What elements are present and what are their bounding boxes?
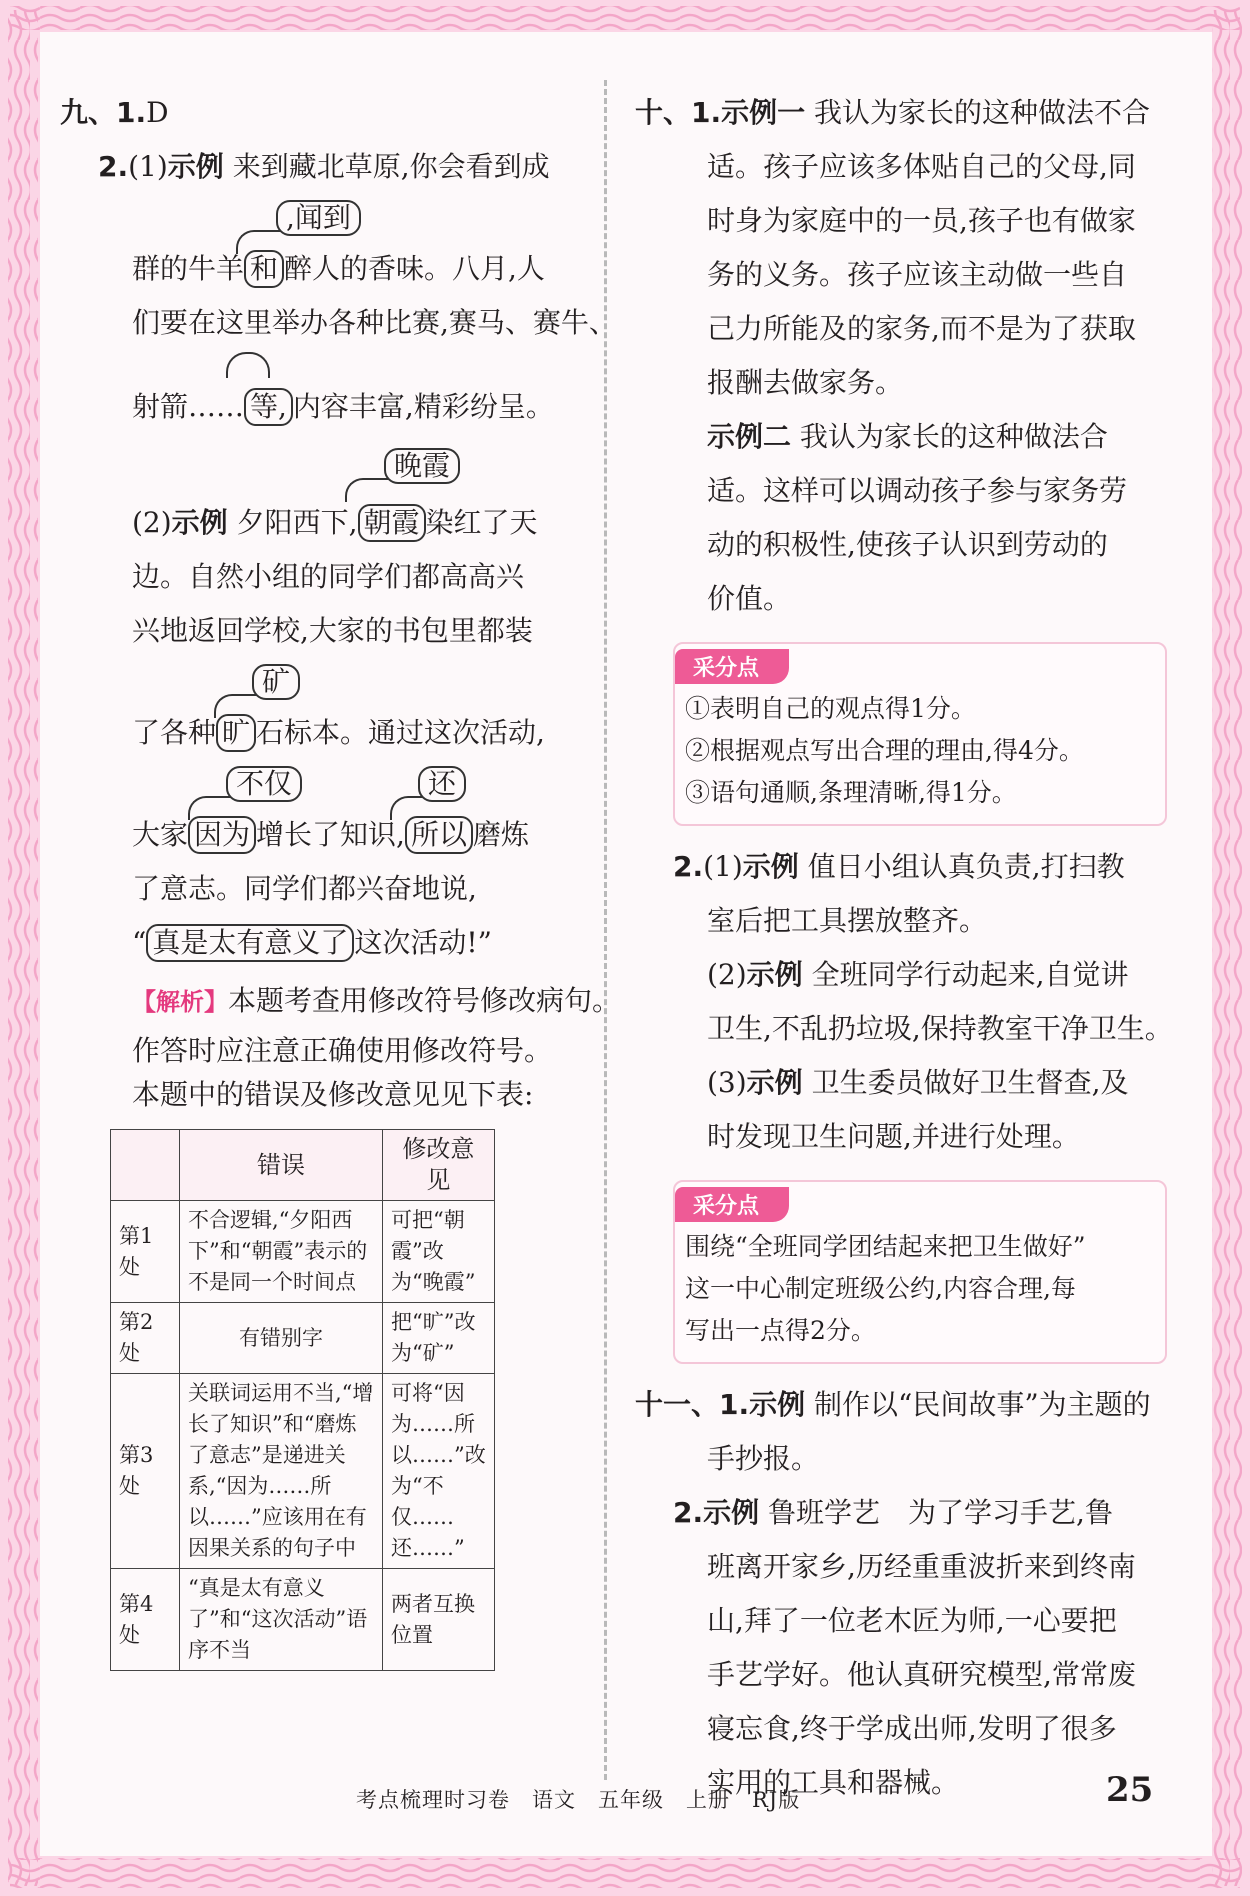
q10-2-line1 [635,840,1145,894]
example-label: 示例 [742,850,799,883]
text-line: 山,拜了一位老木匠为师,一心要把 [707,1604,1117,1637]
text-fragment: 了各种 [132,716,217,749]
text-fragment: 醉人的香味。八月,人 [284,252,545,285]
text-fragment: 我认为家长的这种做法不合 [814,96,1151,129]
question-number: 九、1. [60,96,147,129]
question-number: 十一、1. [635,1388,750,1421]
example-label: 示例 [171,506,228,539]
page-number: 25 [1106,1770,1154,1810]
text-fragment: 本题考查用修改符号修改病句。 [228,984,621,1017]
text-fragment: 群的牛羊 [132,252,245,285]
text-fragment: 鲁班学艺 为了学习手艺,鲁 [768,1496,1113,1529]
sub-marker: (3) [707,1066,747,1099]
text-fragment: 制作以“民间故事”为主题的 [814,1388,1151,1421]
table-row [111,1374,495,1569]
sub-marker: (1) [703,850,743,883]
text-line: 作答时应注意正确使用修改符号。 [132,1034,553,1067]
text-line [635,1702,1145,1756]
analysis-tag: 【解析】 [132,988,228,1016]
text-line: 们要在这里举办各种比赛,赛马、赛牛、 [132,306,617,339]
q9-2-p2-line3 [60,604,580,658]
text-line: 实用的工具和器械。 [707,1766,960,1799]
text-line: 价值。 [707,582,792,615]
q9-2-line1 [60,140,580,194]
question-number: 2. [673,1496,704,1529]
q9-2-p2-line6 [60,862,580,916]
q9-2-p2-line4 [60,658,580,760]
correction-bubble: ,闻到 [276,200,361,236]
q9-1 [60,86,580,140]
text-line: 室后把工具摆放整齐。 [707,904,988,937]
text-fragment: 大家 [132,818,189,851]
error-mark: 朝霞 [358,504,426,542]
text-fragment: 磨炼 [472,818,529,851]
error-mark: 旷 [216,714,256,752]
error-mark: 等, [244,388,293,426]
text-line [635,894,1145,948]
scoring-label: 采分点 [675,1187,789,1222]
question-number: 十、1. [635,96,722,129]
scoring-item: ①表明自己的观点得1分。 [685,694,976,723]
scoring-item: 这一中心制定班级公约,内容合理,每 [685,1274,1076,1303]
table-cell-place: 第3处 [111,1374,180,1569]
sub-marker: (2) [707,958,747,991]
text-line [635,140,1145,194]
q9-2-line2 [60,194,580,296]
example-label: 示例 [746,958,803,991]
text-line: 报酬去做家务。 [707,366,904,399]
analysis-line1 [60,974,621,1029]
q9-2-p2-line5 [60,760,580,862]
scoring-box [673,1180,1167,1364]
text-line [635,248,1145,302]
question-number: 2. [673,850,704,883]
insert-mark [214,694,262,718]
sub-marker: (1) [128,150,168,183]
table-cell-fix: 可把“朝霞”改为“晚霞” [383,1201,495,1303]
table-cell-place: 第2处 [111,1303,180,1374]
text-fragment: 我认为家长的这种做法合 [799,420,1108,453]
text-fragment: 夕阳西下, [236,506,358,539]
table-cell-fix: 可将“因为……所以……”改为“不仅……还……” [383,1374,495,1569]
example-label: 示例 [167,150,224,183]
text-line [635,1432,1145,1486]
table-header-row [111,1130,495,1201]
scoring-item: 围绕“全班同学团结起来把卫生做好” [685,1232,1086,1261]
table-cell-fix: 两者互换位置 [383,1569,495,1671]
text-line [635,302,1145,356]
table-row [111,1303,495,1374]
move-mark [226,352,270,378]
q11-1-line1 [635,1378,1151,1432]
text-line: 适。这样可以调动孩子参与家务劳 [707,474,1128,507]
text-line: 务的义务。孩子应该主动做一些自 [707,258,1128,291]
left-column [60,86,621,1671]
q10-2-s2 [635,948,1145,1002]
answer: D [146,96,169,129]
analysis-line3 [60,1073,580,1117]
q10-1-example2 [635,410,1145,464]
scoring-item: ③语句通顺,条理清晰,得1分。 [685,778,1017,807]
text-line [635,518,1145,572]
table-cell-error: 不合逻辑,“夕阳西下”和“朝霞”表示的不是同一个时间点 [180,1201,383,1303]
text-fragment: 值日小组认真负责,打扫教 [807,850,1125,883]
sub-marker: (2) [132,506,172,539]
text-fragment: 这次活动!” [354,926,492,959]
q10-1-line1 [635,86,1151,140]
table-cell-fix: 把“旷”改为“矿” [383,1303,495,1374]
right-column [635,86,1173,1810]
table-row [111,1201,495,1303]
question-number: 2. [98,150,129,183]
text-line: 己力所能及的家务,而不是为了获取 [707,312,1136,345]
text-fragment: “ [132,926,147,959]
text-line: 手艺学好。他认真研究模型,常常废 [707,1658,1136,1691]
text-fragment: 增长了知识, [256,818,405,851]
scoring-label: 采分点 [675,649,789,684]
text-line: 时身为家庭中的一员,孩子也有做家 [707,204,1136,237]
q11-2-line1 [635,1486,1145,1540]
q9-2-p2-line2 [60,550,580,604]
text-line: 了意志。同学们都兴奋地说, [132,872,477,905]
insert-mark [345,478,393,502]
text-line: 寝忘食,终于学成出师,发明了很多 [707,1712,1117,1745]
text-line: 动的积极性,使孩子认识到劳动的 [707,528,1108,561]
table-cell-place: 第1处 [111,1201,180,1303]
scoring-box [673,642,1167,826]
text-fragment: 石标本。通过这次活动, [256,716,545,749]
text-line [635,1648,1145,1702]
text-line: 来到藏北草原,你会看到成 [232,150,550,183]
analysis-line2 [60,1029,580,1073]
text-fragment: 内容丰富,精彩纷呈。 [292,390,554,423]
text-line [635,464,1145,518]
text-line [635,356,1145,410]
text-line: 班离开家乡,历经重重波折来到终南 [707,1550,1136,1583]
text-line [635,1594,1145,1648]
text-line [635,1110,1145,1164]
text-line [635,194,1145,248]
table-header: 错误 [180,1130,383,1201]
insert-mark [188,796,236,820]
q10-2-s3 [635,1056,1145,1110]
example-label: 示例 [703,1496,760,1529]
text-fragment: 全班同学行动起来,自觉讲 [811,958,1129,991]
error-mark: 所以 [405,816,473,854]
example-label: 示例一 [721,96,806,129]
table-row [111,1569,495,1671]
text-line: 本题中的错误及修改意见见下表: [132,1078,534,1111]
page-footer: 考点梳理时习卷 语文 五年级 上册 RJ版 [356,1788,801,1812]
scoring-item: ②根据观点写出合理的理由,得4分。 [685,736,1084,765]
text-line: 适。孩子应该多体贴自己的父母,同 [707,150,1136,183]
correction-bubble: 不仅 [226,766,302,802]
text-line: 卫生,不乱扔垃圾,保持教室干净卫生。 [707,1012,1173,1045]
text-fragment: 射箭…… [132,390,245,423]
q9-2-line4 [60,350,580,434]
text-line: 手抄报。 [707,1442,820,1475]
text-line: 时发现卫生问题,并进行处理。 [707,1120,1080,1153]
text-line [635,1540,1145,1594]
example-label: 示例 [749,1388,806,1421]
insert-mark [236,230,284,254]
q9-2-p2-line7 [60,916,580,970]
correction-bubble: 还 [418,766,466,802]
error-mark: 和 [244,250,284,288]
scoring-item: 写出一点得2分。 [685,1316,876,1345]
example-label: 示例 [746,1066,803,1099]
table-cell-error: 有错别字 [180,1303,383,1374]
error-table [110,1129,495,1671]
table-cell-error: “真是太有意义了”和“这次活动”语序不当 [180,1569,383,1671]
text-line [635,572,1145,626]
table-header [111,1130,180,1201]
text-fragment: 染红了天 [425,506,538,539]
swap-mark: 真是太有意义了 [146,924,354,962]
insert-mark [390,796,428,820]
error-mark: 因为 [188,816,256,854]
q9-2-p2-line1 [60,434,580,550]
text-line [635,1002,1173,1056]
q9-2-line3 [60,296,617,350]
text-line: 边。自然小组的同学们都高高兴 [132,560,525,593]
correction-bubble: 矿 [252,664,300,700]
correction-bubble: 晚霞 [384,448,460,484]
table-cell-error: 关联词运用不当,“增长了知识”和“磨炼了意志”是递进关系,“因为……所以……”应该用在有因果关系的句子中 [180,1374,383,1569]
table-cell-place: 第4处 [111,1569,180,1671]
text-line: 兴地返回学校,大家的书包里都装 [132,614,533,647]
example-label: 示例二 [707,420,792,453]
table-header: 修改意见 [383,1130,495,1201]
text-fragment: 卫生委员做好卫生督查,及 [811,1066,1129,1099]
